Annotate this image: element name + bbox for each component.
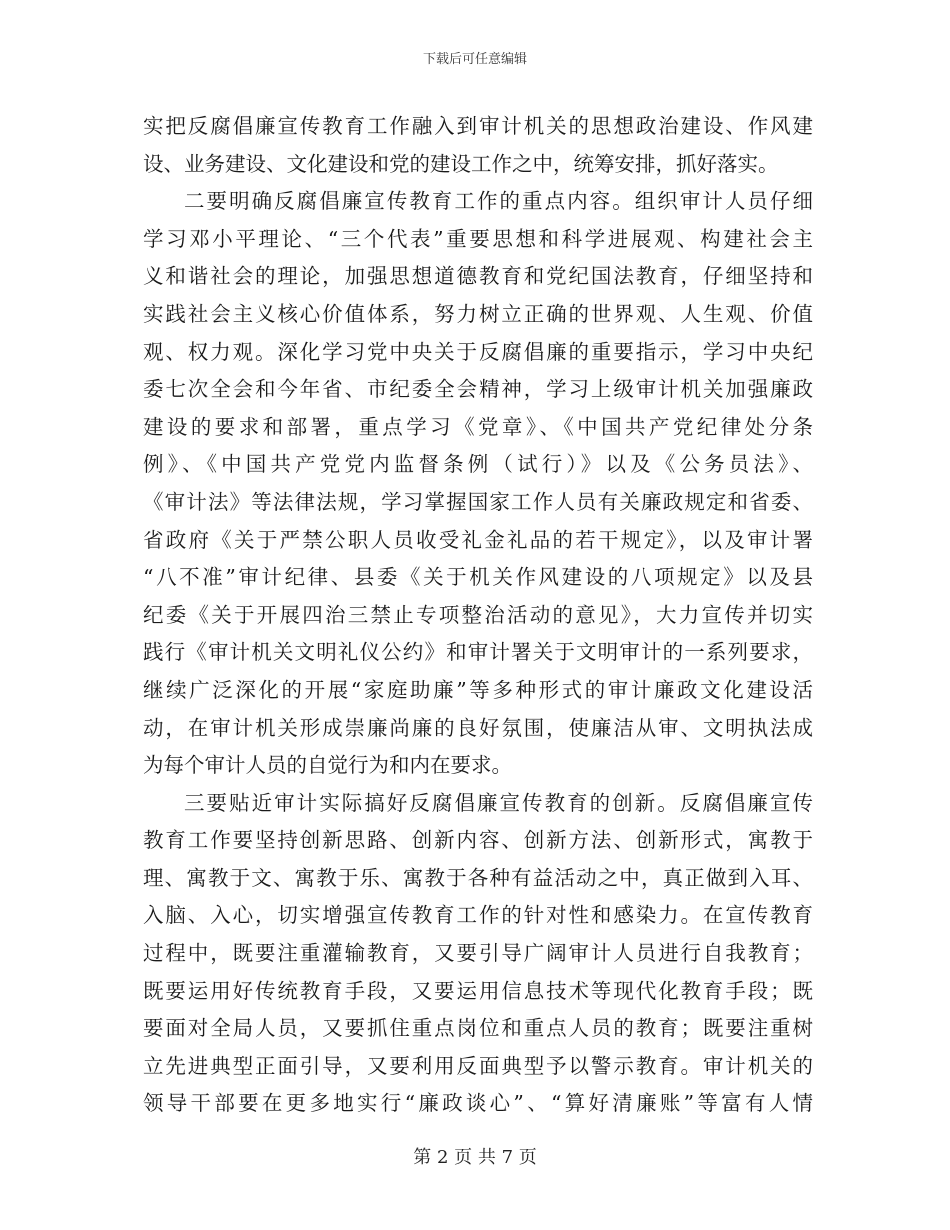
text-line: 例》、《中国共产党党内监督条例（试行）》以及《公务员法》、 xyxy=(143,452,813,477)
text-line: 教育工作要坚持创新思路、创新内容、创新方法、创新形式，寓教于 xyxy=(143,828,813,853)
text-line: 过程中，既要注重灌输教育，又要引导广阔审计人员进行自我教育； xyxy=(143,941,813,966)
page-header: 下载后可任意编辑 xyxy=(422,52,527,67)
document-body xyxy=(143,108,813,1123)
text-line: 委七次全会和今年省、市纪委全会精神，学习上级审计机关加强廉政 xyxy=(143,377,813,402)
text-line: 设、业务建设、文化建设和党的建设工作之中，统筹安排，抓好落实。 xyxy=(143,151,779,176)
text-line: 学习邓小平理论、“三个代表”重要思想和科学进展观、构建社会主 xyxy=(143,226,813,251)
text-line: 建设的要求和部署，重点学习《党章》、《中国共产党纪律处分条 xyxy=(143,414,813,439)
text-line: 纪委《关于开展四治三禁止专项整治活动的意见》，大力宣传并切实 xyxy=(143,602,813,627)
text-line: 实践社会主义核心价值体系，努力树立正确的世界观、人生观、价值 xyxy=(143,301,813,326)
text-line: 践行《审计机关文明礼仪公约》和审计署关于文明审计的一系列要求， xyxy=(143,640,813,665)
text-line: 理、寓教于文、寓教于乐、寓教于各种有益活动之中，真正做到入耳、 xyxy=(143,865,813,890)
paragraph-start-line: 二要明确反腐倡廉宣传教育工作的重点内容。组织审计人员仔细 xyxy=(184,189,813,214)
text-line: “八不准”审计纪律、县委《关于机关作风建设的八项规定》以及县 xyxy=(143,565,813,590)
text-line: 领导干部要在更多地实行“廉政谈心”、“算好清廉账”等富有人情 xyxy=(143,1091,813,1116)
text-line: 为每个审计人员的自觉行为和内在要求。 xyxy=(143,753,512,778)
text-line: 省政府《关于严禁公职人员收受礼金礼品的若干规定》，以及审计署 xyxy=(143,527,813,552)
text-line: 实把反腐倡廉宣传教育工作融入到审计机关的思想政治建设、作风建 xyxy=(143,114,813,138)
text-line: 既要运用好传统教育手段，又要运用信息技术等现代化教育手段；既 xyxy=(143,978,813,1003)
text-line: 入脑、入心，切实增强宣传教育工作的针对性和感染力。在宣传教育 xyxy=(143,903,813,928)
text-line: 义和谐社会的理论，加强思想道德教育和党纪国法教育，仔细坚持和 xyxy=(143,264,813,289)
text-line: 继续广泛深化的开展“家庭助廉”等多种形式的审计廉政文化建设活 xyxy=(143,677,813,702)
text-line: 动，在审计机关形成崇廉尚廉的良好氛围，使廉洁从审、文明执法成 xyxy=(143,715,813,740)
text-line: 《审计法》等法律法规，学习掌握国家工作人员有关廉政规定和省委、 xyxy=(143,489,813,514)
page-number-footer: 第 2 页 共 7 页 xyxy=(413,1147,537,1168)
text-line: 要面对全局人员，又要抓住重点岗位和重点人员的教育；既要注重树 xyxy=(143,1016,813,1041)
paragraph-start-line: 三要贴近审计实际搞好反腐倡廉宣传教育的创新。反腐倡廉宣传 xyxy=(184,790,813,815)
text-line: 立先进典型正面引导，又要利用反面典型予以警示教育。审计机关的 xyxy=(143,1053,813,1078)
text-line: 观、权力观。深化学习党中央关于反腐倡廉的重要指示，学习中央纪 xyxy=(143,339,813,364)
